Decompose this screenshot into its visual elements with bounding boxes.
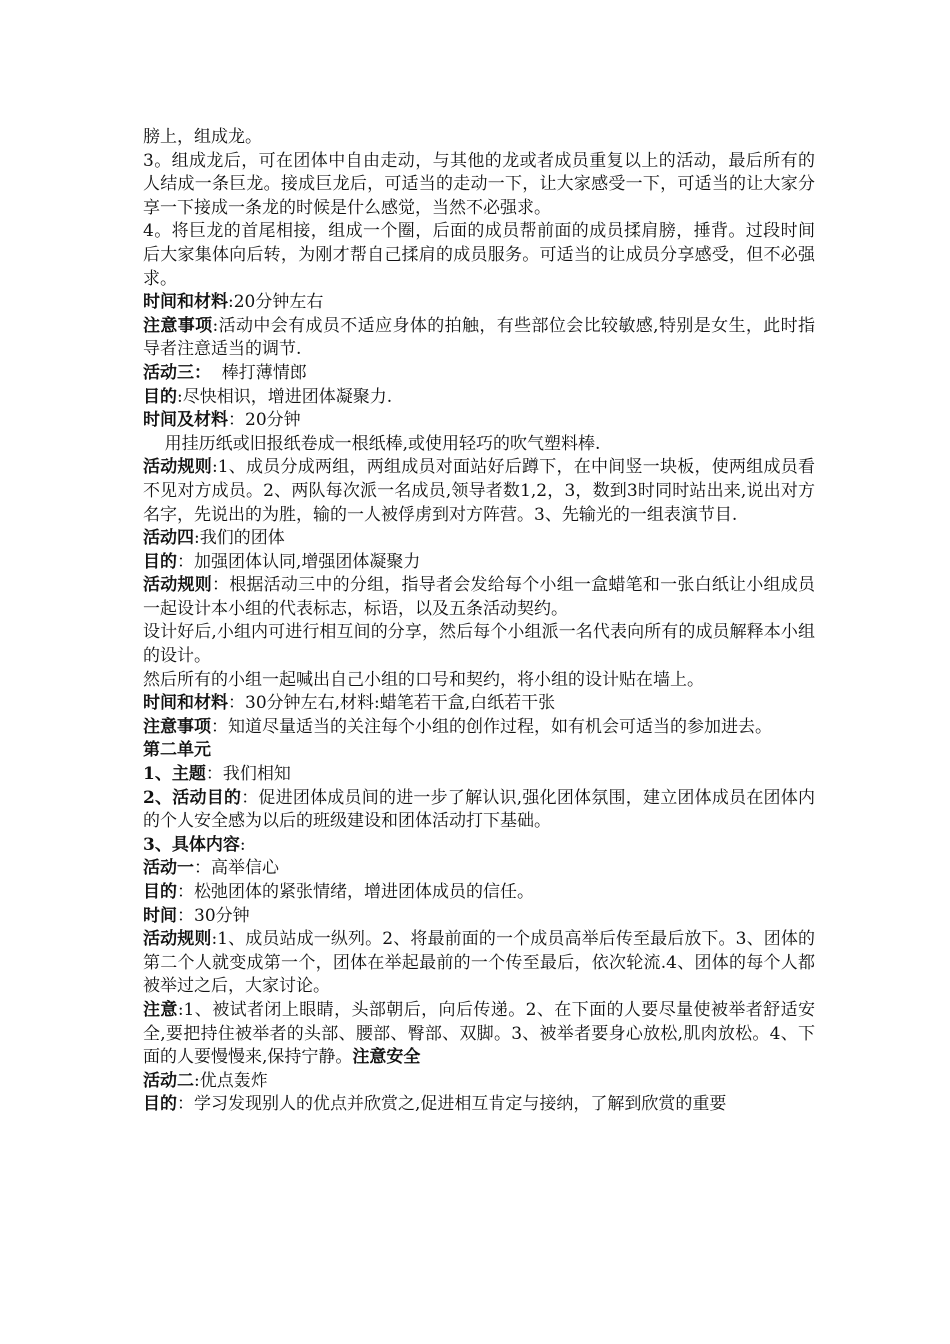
text-run: :我们的团体 [194, 528, 285, 549]
bold-label: 注意事项 [143, 716, 211, 737]
bold-label: 2、活动目的 [143, 787, 242, 808]
paragraph [143, 456, 815, 527]
text-run: ：高举信心 [194, 858, 279, 879]
paragraph [143, 763, 815, 787]
paragraph [143, 716, 815, 740]
bold-label: 目的 [143, 1094, 177, 1115]
bold-label: 时间和材料 [143, 292, 228, 313]
bold-label: 活动规则 [143, 457, 212, 478]
paragraph [143, 409, 815, 433]
text-run: :1、成员分成两组，两组成员对面站好后蹲下，在中间竖一块板，使两组成员看不见对方成员。2、两队每次派一名成员,领导者数1,2，3，数到3时同时站出来,说出对方名字，先说出的为胜，输的一人被俘虏到对方阵营。3、先输光的一组表演节目. [143, 457, 815, 525]
bold-label: 活动二 [143, 1070, 194, 1091]
text-run: :1、成员站成一纵列。2、将最前面的一个成员高举后传至最后放下。3、团体的第二个人就变成第一个，团体在举起最前的一个传至最后，依次轮流.4、团体的每个人都被举过之后，大家讨论。 [143, 929, 815, 997]
text-run: ：30分钟左右,材料:蜡笔若干盒,白纸若干张 [228, 693, 556, 714]
paragraph [143, 669, 815, 693]
text-run: ：学习发现别人的优点并欣赏之,促进相互肯定与接纳，了解到欣赏的重要 [177, 1094, 727, 1115]
paragraph [143, 551, 815, 575]
bold-label: 3、具体内容 [143, 834, 240, 855]
text-run: 3。组成龙后，可在团体中自由走动，与其他的龙或者成员重复以上的活动，最后所有的人结成一条巨龙。接成巨龙后，可适当的走动一下，让大家感受一下，可适当的让大家分享一下接成一条龙的时候是什么感觉，当然不必强求。 [143, 150, 815, 218]
bold-label: 活动一 [143, 858, 194, 879]
text-run: ：松弛团体的紧张情绪，增进团体成员的信任。 [177, 882, 534, 902]
bold-label: 活动四 [143, 528, 194, 549]
bold-label: 注意安全 [352, 1047, 421, 1068]
paragraph [143, 126, 815, 150]
paragraph [143, 220, 815, 291]
paragraph [143, 999, 815, 1070]
paragraph [143, 1070, 815, 1094]
bold-label: 目的 [143, 882, 177, 902]
text-run: ：我们相知 [205, 764, 291, 785]
section-heading [143, 739, 815, 763]
bold-label: 时间 [143, 905, 177, 926]
text-run: 膀上，组成龙。 [143, 127, 262, 147]
text-run: ：20分钟 [228, 410, 301, 431]
text-run: ：30分钟 [177, 905, 250, 926]
paragraph [143, 692, 815, 716]
text-run: : [239, 834, 246, 855]
text-run: 用挂历纸或旧报纸卷成一根纸棒,或使用轻巧的吹气塑料棒. [164, 433, 601, 454]
bold-label: 注意 [143, 999, 178, 1020]
bold-label: 注意事项 [143, 315, 213, 336]
bold-label: 第二单元 [143, 740, 211, 761]
text-run: :20分钟左右 [228, 292, 324, 313]
paragraph [143, 928, 815, 999]
text-run: :1、被试者闭上眼睛，头部朝后，向后传递。2、在下面的人要尽量使被举者舒适安全,要把持住被举者的头部、腰部、臀部、双脚。3、被举者要身心放松,肌肉放松。4、下面的人要慢慢来,保持宁静。 [143, 999, 816, 1068]
document-page [143, 126, 815, 1117]
paragraph [143, 857, 815, 881]
paragraph [143, 386, 815, 410]
bold-label: 1、主题 [143, 764, 206, 785]
paragraph [143, 881, 815, 905]
paragraph [143, 291, 815, 315]
text-run: ：知道尽量适当的关注每个小组的创作过程，如有机会可适当的参加进去。 [211, 716, 772, 737]
paragraph [143, 315, 815, 362]
paragraph [143, 621, 815, 668]
text-run: :尽快相识，增进团体凝聚力. [177, 386, 393, 407]
paragraph [143, 905, 815, 929]
text-run: 然后所有的小组一起喊出自己小组的口号和契约，将小组的设计贴在墙上。 [143, 669, 704, 690]
text-run: ：促进团体成员间的进一步了解认识,强化团体氛围，建立团体成员在团体内的个人安全感为以后的班级建设和团体活动打下基础。 [143, 787, 815, 832]
text-run: :优点轰炸 [194, 1070, 268, 1091]
bold-label: 时间及材料 [143, 410, 228, 431]
text-run: ：加强团体认同,增强团体凝聚力 [177, 551, 421, 572]
text-run: ：根据活动三中的分组，指导者会发给每个小组一盒蜡笔和一张白纸让小组成员一起设计本小组的代表标志，标语，以及五条活动契约。 [143, 575, 816, 619]
paragraph [143, 527, 815, 551]
bold-label: 活动规则 [143, 575, 212, 596]
bold-label: 时间和材料 [143, 693, 228, 714]
paragraph [143, 362, 815, 386]
bold-label: 活动规则 [143, 929, 212, 950]
paragraph [143, 574, 815, 621]
bold-label: 活动三： [143, 362, 211, 383]
bold-label: 目的 [143, 386, 177, 407]
paragraph [143, 834, 815, 858]
text-run: 棒打薄情郎 [211, 362, 307, 383]
paragraph [143, 150, 815, 221]
bold-label: 目的 [143, 551, 177, 572]
paragraph [143, 787, 815, 834]
text-run: 4。将巨龙的首尾相接，组成一个圈，后面的成员帮前面的成员揉肩膀，捶背。过段时间后大家集体向后转，为刚才帮自己揉肩的成员服务。可适当的让成员分享感受，但不必强求。 [143, 221, 815, 289]
paragraph [143, 1093, 815, 1117]
text-run: 设计好后,小组内可进行相互间的分享，然后每个小组派一名代表向所有的成员解释本小组的设计。 [143, 622, 815, 667]
paragraph [143, 433, 815, 457]
text-run: :活动中会有成员不适应身体的拍触，有些部位会比较敏感,特别是女生，此时指导者注意适当的调节. [143, 315, 815, 360]
